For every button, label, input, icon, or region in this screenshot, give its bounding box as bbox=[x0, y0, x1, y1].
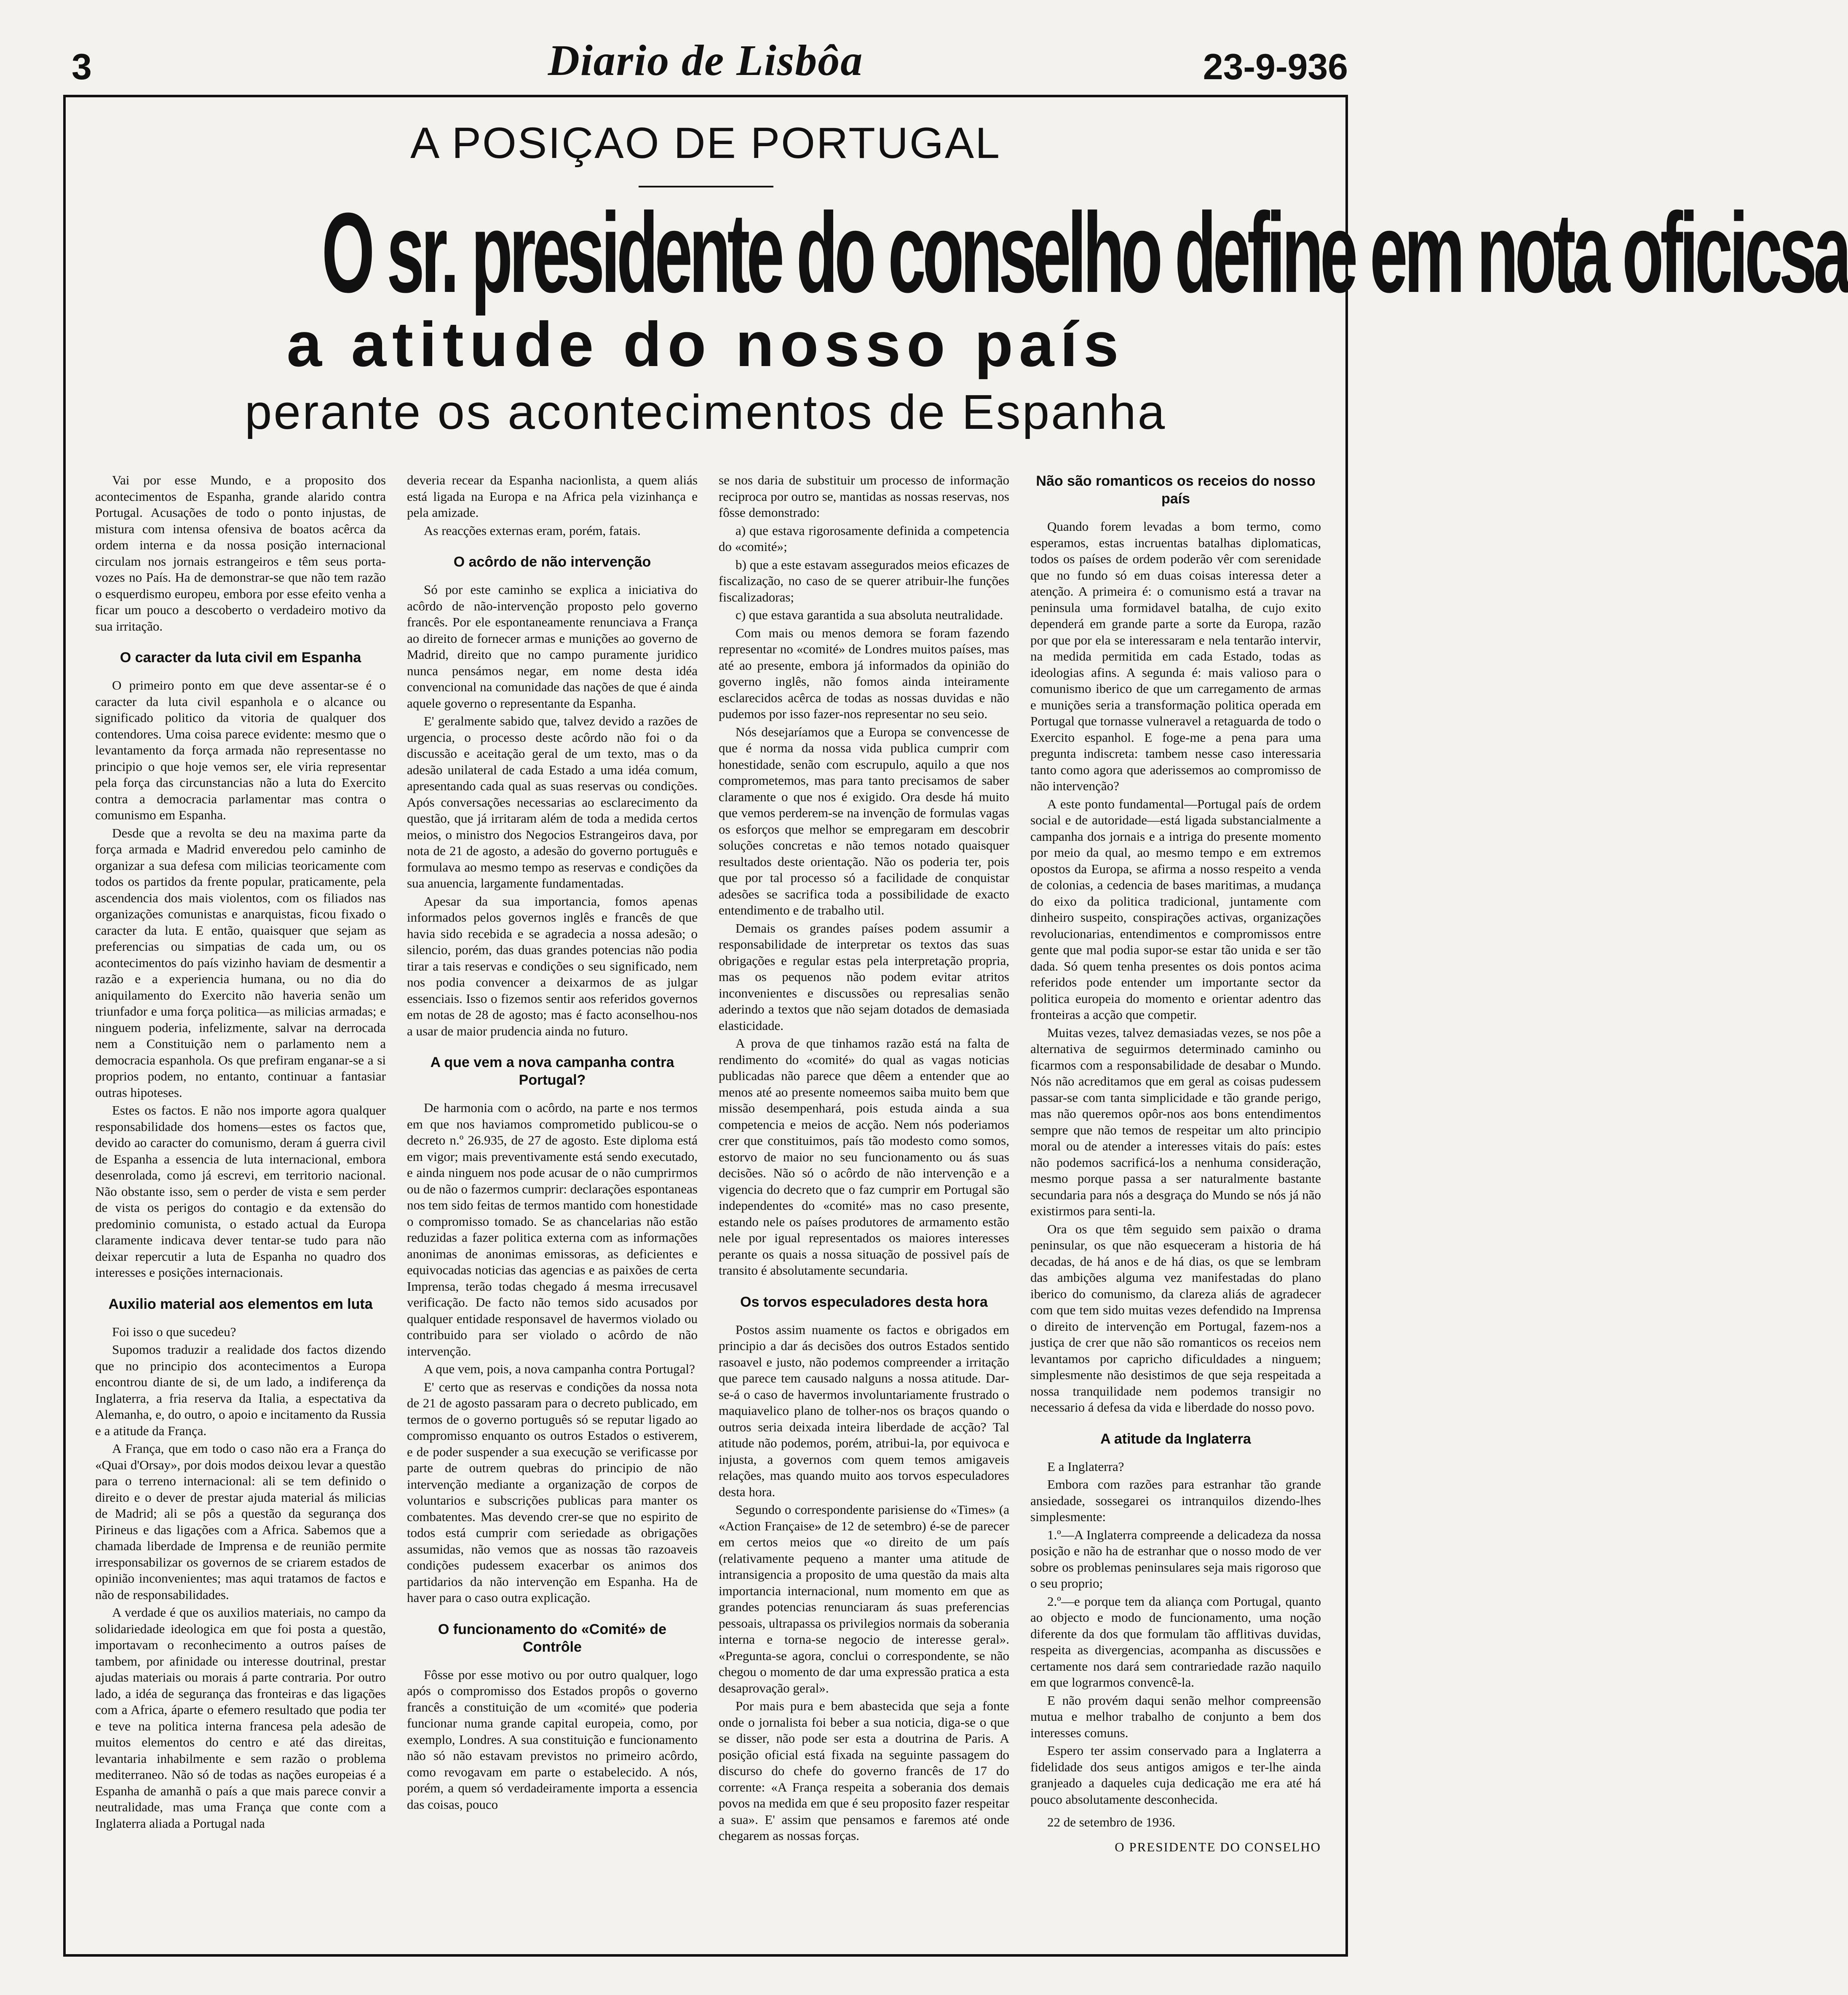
paragraph: A este ponto fundamental—Portugal país de ordem social e de autoridade—está ligada substancialmente a campanha dos jornais e a intriga do presente momento por meio da qual, ao mesmo tempo e em extremos opostos da Europa, se afirma a nosso respeito a venda de colonias, a cedencia de bases maritimas, a mudança do eixo da politica tradicional, juntamente com dinheiro suspeito, conspirações activas, organizações revolucionarias, entendimentos e compromissos entre gente que mal podia supor-se estar tão unida e ser tão dada. Só quem tenha presentes os dois pontos acima referidos pode entender um importante sector da politica europeia do momento e orientar adentro das fronteiras a acção que competir. bbox=[1030, 796, 1321, 1022]
paragraph: c) que estava garantida a sua absoluta neutralidade. bbox=[735, 607, 1003, 622]
paragraph: 2.º—e porque tem da aliança com Portugal, quanto ao objecto e modo de funcionamento, uma noção diferente da dos que formulam tão afflitivas duvidas, respeita as divergencias, acompanha as discussões e certamente nos dará sem contrariedade razão naquilo em que lograrmos convencê-la. bbox=[1030, 1594, 1321, 1690]
page-number: 3 bbox=[72, 47, 92, 87]
section-heading: A que vem a nova campanha contra Portugal? bbox=[430, 1054, 674, 1088]
paragraph: Fôsse por esse motivo ou por outro qualquer, logo após o compromisso dos Estados propôs o governo francês a constituição de um «comité» que poderia funcionar numa grande capital europeia, como, por exemplo, Londres. A sua constituição e funcionamento não só não estavam previstos no primeiro acôrdo, como revogavam em parte o estabelecido. A nós, porém, a quem só verdadeiramente importa a essencia das coisas, pouco bbox=[407, 1667, 698, 1812]
article-kicker: A POSIÇAO DE PORTUGAL bbox=[410, 119, 1001, 168]
paragraph: Desde que a revolta se deu na maxima parte da força armada e Madrid enveredou pelo caminho de organizar a sua defesa com milicias teoricamente com todos os partidos da frente popular, praticamente, pela ascendencia dos mais violentos, com os filiados nas organizações comunistas e anarquistas, ficou fixado o caracter da luta. E então, quaisquer que sejam as preferencias ou simpatias de cada um, ou os acontecimentos do país vizinho haviam de desmentir a razão e a experiencia humana, ou no dia do aniquilamento do Exercito não haveria senão um triunfador e uma força politica—as milicias armadas; e ninguem poderia, infelizmente, salvar na derrocada nem a Constituição nem o parlamento nem a democracia espanhola. Os que prefiram enganar-se a si proprios podem, no entanto, continuar a fantasiar outras hipoteses. bbox=[95, 825, 386, 1100]
paragraph: Ora os que têm seguido sem paixão o drama peninsular, os que não esqueceram a historia de há decadas, de há anos e de há dias, os que se lembram das ambições alguma vez manifestadas do plano iberico do comunismo, da clareza aliás de agradecer com que tem sido muitas vezes defendido na Imprensa o direito de intervenção em Portugal, fazem-nos a justiça de crer que não são romanticos os receios nem levantamos por capricho dificuldades a ninguem; simplesmente não desistimos de que seja respeitada a nossa tranquilidade nem podemos transigir no necessario á defesa da vida e liberdade do nosso povo. bbox=[1030, 1221, 1321, 1415]
paragraph: A França, que em todo o caso não era a França do «Quai d'Orsay», por dois modos deixou levar a questão para o terreno internacional: ali se tem definido o direito e o dever de prestar ajuda material ás milicias de Madrid; ali se pôs a questão da segurança dos Pirineus e das ligações com a Africa. Sabemos que a chamada liberdade de Imprensa e de reunião permite irresponsabilizar os governos de se criarem estados de opinião inconvenientes; mas aqui tratamos de factos e não de responsabilidades. bbox=[95, 1441, 386, 1602]
section-heading: Não são romanticos os receios do nosso país bbox=[1036, 473, 1316, 507]
paragraph: Vai por esse Mundo, e a proposito dos acontecimentos de Espanha, grande alarido contra Portugal. Acusações de todo o ponto injustas, de mistura com intensa ofensiva de boatos acêrca da ordem interna e da nossa posição internacional circulam nos jornais estrangeiros e têm seus porta-vozes no País. Ha de demonstrar-se que não tem razão o esquerdismo europeu, embora por esse efeito venha a ficar um pouco a descoberto o verdadeiro motivo da sua irritação. bbox=[95, 473, 386, 634]
paragraph: Demais os grandes países podem assumir a responsabilidade de interpretar os textos das suas obrigações e regular estas pela interpretação propria, mas os pequenos não podem evitar atritos inconvenientes e discussões ou represalias senão aderindo a textos que não sejam dotados de demasiada elasticidade. bbox=[719, 920, 1009, 1033]
section-heading: Os torvos especuladores desta hora bbox=[740, 1294, 988, 1310]
paragraph: Apesar da sua importancia, fomos apenas informados pelos governos inglês e francês de que havia sido recebida e se agradecia a nossa adesão; o silencio, porém, das duas grandes potencias não podia tirar a tais reservas e condições o seu significado, nem nos podia convencer a deixarmos de as julgar essenciais. Isso o fizemos sentir aos referidos governos em notas de 28 de agosto; mas é facto aconselhou-nos a usar de maior prudencia ainda no futuro. bbox=[407, 893, 698, 1038]
article-dateline: 22 de setembro de 1936. bbox=[1047, 1815, 1175, 1829]
paragraph: E' geralmente sabido que, talvez devido a razões de urgencia, o processo deste acôrdo não foi o da discussão e aceitação geral de um texto, mas o da adesão unilateral de cada Estado a uma idéa comum, apresentando cada qual as suas reservas ou condições. Após conversações necessarias ao esclarecimento da questão, que já irritaram além de toda a medida certos meios, o ministro dos Negocios Estrangeiros dava, por nota de 21 de agosto, a adesão do governo português e formulava ao mesmo tempo as reservas e condições da sua anuencia, largamente fundamentadas. bbox=[407, 714, 698, 891]
paragraph: A verdade é que os auxilios materiais, no campo da solidariedade ideologica em que foi posta a questão, importavam o reconhecimento a outros países de tambem, por afinidade ou interesse doutrinal, prestar ajudas materiais ou morais á parte contraria. Por outro lado, a idéa de segurança das fronteiras e das ligações com a Africa, áparte o efemero resultado que podia ter e teve na politica interna francesa pela adesão de muitos elementos do centro e até das direitas, levantaria inhabilmente e sem razão o problema mediterraneo. Não só de todas as nações europeias é a Espanha de amanhã o país a que mais parece convir a neutralidade, mas uma França que conte com a Inglaterra aliada a Portugal nada bbox=[95, 1605, 386, 1831]
paragraph: 1.º—A Inglaterra compreende a delicadeza da nossa posição e não ha de estranhar que o nosso modo de ver sobre os problemas peninsulares seja mais rigoroso que o seu proprio; bbox=[1030, 1527, 1321, 1591]
column-1 bbox=[95, 472, 386, 1942]
paragraph: Nós desejaríamos que a Europa se convencesse de que é norma da nossa vida publica cumprir com honestidade, senão com escrupulo, aquilo a que nos comprometemos, mas para tanto precisamos de saber claramente o que nos é exigido. Ora desde há muito que vemos perderem-se na invenção de formulas vagas os esforços que melhor se empregaram em descobrir soluções concretas e não temos notado quaisquer resultados deste orientação. Não os poderia ter, pois que por tal processo só a facilidade de conquistar adesões se sacrifica toda a possibilidade de exacto entendimento e de trabalho util. bbox=[719, 724, 1009, 917]
paragraph: E a Inglaterra? bbox=[1047, 1459, 1124, 1474]
paragraph: Embora com razões para estranhar tão grande ansiedade, sossegarei os intranquilos dizendo-lhes simplesmente: bbox=[1030, 1477, 1321, 1524]
paragraph: Supomos traduzir a realidade dos factos dizendo que no principio dos acontecimentos a Europa encontrou diante de si, de um lado, a indiferença da Inglaterra, a fria reserva da Italia, a espectativa da Alemanha, e, do outro, o apoio e incitamento da Russia e a atitude da França. bbox=[95, 1342, 386, 1438]
paragraph: Quando forem levadas a bom termo, como esperamos, estas incruentas batalhas diplomaticas, todos os países de ordem poderão vêr com serenidade que no fundo só em duas coisas interessa deter a atenção. A primeira é: o comunismo está a travar na peninsula uma formidavel batalha, de cujo exito dependerá em grande parte a sorte da Europa, razão por que por ela se interessaram e nela tentarão intervir, na medida permitida em cada Estado, todas as ideologias afins. A segunda é: mais valioso para o comunismo iberico de que um carregamento de armas e munições seria a transformação politica operada em Portugal que tornasse vulneravel a retaguarda de todo o Exercito espanhol. E foge-me a pena para uma pregunta indiscreta: tambem nesse caso interessaria tanto como agora que aderissemos ao compromisso de não intervenção? bbox=[1030, 519, 1321, 793]
paragraph: Segundo o correspondente parisiense do «Times» (a «Action Française» de 12 de setembro) é-se de parecer em certos meios que «o direito de um país (relativamente pequeno a manter uma atitude de intransigencia a proposito de uma questão da mais alta importancia internacional, num momento em que as grandes potencias renunciaram ás suas preferencias pessoais, ultrapassa os privilegios normais da soberania interna e torna-se negocio de interesse geral». «Pregunta-se agora, conclui o correspondente, se não chegou o momento de dar uma expressão pratica a esta desaprovação geral». bbox=[719, 1502, 1009, 1695]
paragraph: De harmonia com o acôrdo, na parte e nos termos em que nos haviamos comprometido publicou-se o decreto n.º 26.935, de 27 de agosto. Este diploma está em vigor; mais preventivamente está sendo executado, e ainda ninguem nos pode acusar de o não cumprirmos ou de não o fazermos cumprir: declarações espontaneas nos tem sido feitas de termos mantido com honestidade o compromisso tomado. Se as chancelarias não estão reduzidas a fazer politica externa com as informações anonimas de anonimas emissoras, as deficientes e equivocadas noticias das agencias e as paixões de certa Imprensa, terão todas chegado á mesma irrecusavel verificação. De facto não temos sido acusados por qualquer entidade responsavel de havermos violado ou contribuido para ser violado o acôrdo de não intervenção. bbox=[407, 1100, 698, 1359]
paragraph: E não provém daqui senão melhor compreensão mutua e melhor trabalho de conjunto a bem dos interesses comuns. bbox=[1030, 1693, 1321, 1740]
section-heading: O funcionamento do «Comité» de Contrôle bbox=[438, 1621, 667, 1655]
section-heading: O acôrdo de não intervenção bbox=[453, 554, 651, 570]
issue-date: 23-9-936 bbox=[1203, 47, 1348, 87]
paragraph: Estes os factos. E não nos importe agora qualquer responsabilidade dos homens—estes os factos que, devido ao caracter do comunismo, deram á guerra civil de Espanha a essencia de luta internacional, embora desenrolada, como já escrevi, em territorio nacional. Não obstante isso, sem o perder de vista e sem perder de vista os perigos do contagio e da extensão do predominio comunista, o estado actual da Europa claramente indicava dever tentar-se tudo para não deixar repercutir a luta de Espanha no quadro dos interesses e posições internacionais. bbox=[95, 1103, 386, 1280]
paragraph: Muitas vezes, talvez demasiadas vezes, se nos pôe a alternativa de seguirmos determinado caminho ou ficarmos com a responsabilidade de desabar o Mundo. Nós não acreditamos que em geral as coisas pudessem passar-se com tanta simplicidade e tão grande perigo, mas não queremos opôr-nos aos bons entendimentos sempre que não temos de respeitar um alto principio moral ou de atender a interesses vitais do país: estes não podemos sacrificá-los a nenhuma consideração, mesmo porque passa a ser naturalmente bastante secundaria para nós a desgraça do Mundo se nós já não existirmos para senti-la. bbox=[1030, 1025, 1321, 1218]
article-subhead-secondary: perante os acontecimentos de Espanha bbox=[244, 385, 1167, 439]
paragraph: E' certo que as reservas e condições da nossa nota de 21 de agosto passaram para o decreto publicado, em termos de o governo português só se reputar ligado ao compromisso enquanto os outros Estados o estiverem, e de poder suspender a sua execução se verificasse por parte de outrem quebras do principio de não intervenção mediante a organização de corpos de voluntarios e subscrições publicas para manter os combatentes. Mas devendo crer-se que no espirito de todos está cumprir com seriedade as obrigações assumidas, não vemos que as nossas tão razoaveis condições pudessem exacerbar os animos dos partidarios da não intervenção em Espanha. Ha de haver para o caso outra explicação. bbox=[407, 1379, 698, 1605]
paragraph: a) que estava rigorosamente definida a competencia do «comité»; bbox=[719, 523, 1009, 554]
paragraph: Postos assim nuamente os factos e obrigados em principio a dar ás decisões dos outros Estados sentido rasoavel e justo, não podemos compreender a irritação que parece tem causado nalguns a nossa atitude. Dar-se-á o caso de havermos involuntariamente frustrado o maquiavelico plano de tolher-nos os braços quando o outros seria deixada inteira liberdade de acção? Tal atitude não podemos, porém, atribui-la, por equivoca e injusta, a governos com quem temos amigaveis relações, mas quando muito aos torvos especuladores desta hora. bbox=[719, 1322, 1009, 1499]
paragraph: deveria recear da Espanha nacionlista, a quem aliás está ligada na Europa e na Africa pela vizinhança e pela amizade. bbox=[407, 473, 698, 520]
paragraph: Com mais ou menos demora se foram fazendo representar no «comité» de Londres muitos países, mas até ao presente, embora já informados da opinião do governo inglês, não fomos ainda inteiramente esclarecidos acêrca de todas as nossas duvidas e não pudemos por isso fazer-nos representar no seu seio. bbox=[719, 625, 1009, 721]
paragraph: A que vem, pois, a nova campanha contra Portugal? bbox=[424, 1361, 695, 1376]
paragraph: Por mais pura e bem abastecida que seja a fonte onde o jornalista foi beber a sua noticia, diga-se o que se disser, não pode ser esta a doutrina de Paris. A posição oficial está fixada na seguinte passagem do discurso do chefe do governo francês de 17 do corrente: «A França respeita a soberania dos demais povos na medida em que é seu proposito fazer respeitar a sua». E' assim que pensamos e faremos até onde chegarem as nossas forças. bbox=[719, 1698, 1009, 1843]
masthead bbox=[63, 29, 1348, 87]
column-4 bbox=[1030, 472, 1321, 1942]
newspaper-name: Diario de Lisbôa bbox=[548, 36, 864, 85]
section-heading: Auxilio material aos elementos em luta bbox=[108, 1296, 373, 1312]
article-columns bbox=[95, 472, 1321, 1942]
paragraph: As reacções externas eram, porém, fatais. bbox=[424, 523, 641, 538]
paragraph: Só por este caminho se explica a iniciativa do acôrdo de não-intervenção proposto pelo governo francês. Por ele espontaneamente renunciava a França ao direito de fornecer armas e munições ao governo de Madrid, direito que no campo puramente juridico nunca pensámos negar, em nome desta idéa convencional na comunidade das nações de que é ainda aquele governo o representante da Espanha. bbox=[407, 582, 698, 711]
article-signature: O PRESIDENTE DO CONSELHO bbox=[1115, 1839, 1321, 1854]
column-3 bbox=[719, 472, 1009, 1942]
column-2 bbox=[407, 472, 698, 1942]
paragraph: se nos daria de substituir um processo de informação reciproca por outro se, mantidas as nossas reservas, nos fôsse demonstrado: bbox=[719, 473, 1009, 520]
article-subhead: a atitude do nosso país bbox=[286, 309, 1125, 380]
paragraph: Espero ter assim conservado para a Inglaterra a fidelidade dos seus antigos amigos e ter-lhe ainda granjeado a daqueles cuja dedicação me era até há pouco absolutamente desconhecida. bbox=[1030, 1743, 1321, 1807]
paragraph: A prova de que tinhamos razão está na falta de rendimento do «comité» do qual as vagas noticias publicadas não parece que dêem a entender que ao menos até ao presente nomeemos saiba muito bem que missão desempenhará, pois estuda ainda a sua competencia e meios de acção. Nem nós poderiamos crer que constituimos, país tão modesto como somos, estorvo de maior no seu funcionamento ou ás suas decisões. Não só o acôrdo de não intervenção e a vigencia do decreto que o faz cumprir em Portugal são independentes do «comité» mas no caso presente, estando nele os países produtores de armamento estão nele por igual representados os maiores interesses perante os quais a nossa situação de possivel país de transito é absolutamente secundaria. bbox=[719, 1036, 1009, 1278]
article-headline: O sr. presidente do conselho define em nota oficicsa bbox=[321, 190, 1848, 316]
paragraph: Foi isso o que sucedeu? bbox=[112, 1324, 236, 1339]
section-heading: O caracter da luta civil em Espanha bbox=[120, 650, 361, 666]
paragraph: b) que a este estavam assegurados meios eficazes de fiscalização, no caso de se querer atribuir-lhe funções fiscalizadoras; bbox=[719, 557, 1009, 604]
article-frame bbox=[63, 95, 1848, 1957]
section-heading: A atitude da Inglaterra bbox=[1100, 1431, 1251, 1447]
paragraph: O primeiro ponto em que deve assentar-se é o caracter da luta civil espanhola e o alcance ou significado politico da vitoria de qualquer dos contendores. Uma coisa parece evidente: mesmo que o levantamento da força armada não representasse no principio o que hoje vemos ser, ele viria representar pela força das circunstancias não a luta do Exercito contra a democracia parlamentar mas contra o comunismo em Espanha. bbox=[95, 678, 386, 822]
